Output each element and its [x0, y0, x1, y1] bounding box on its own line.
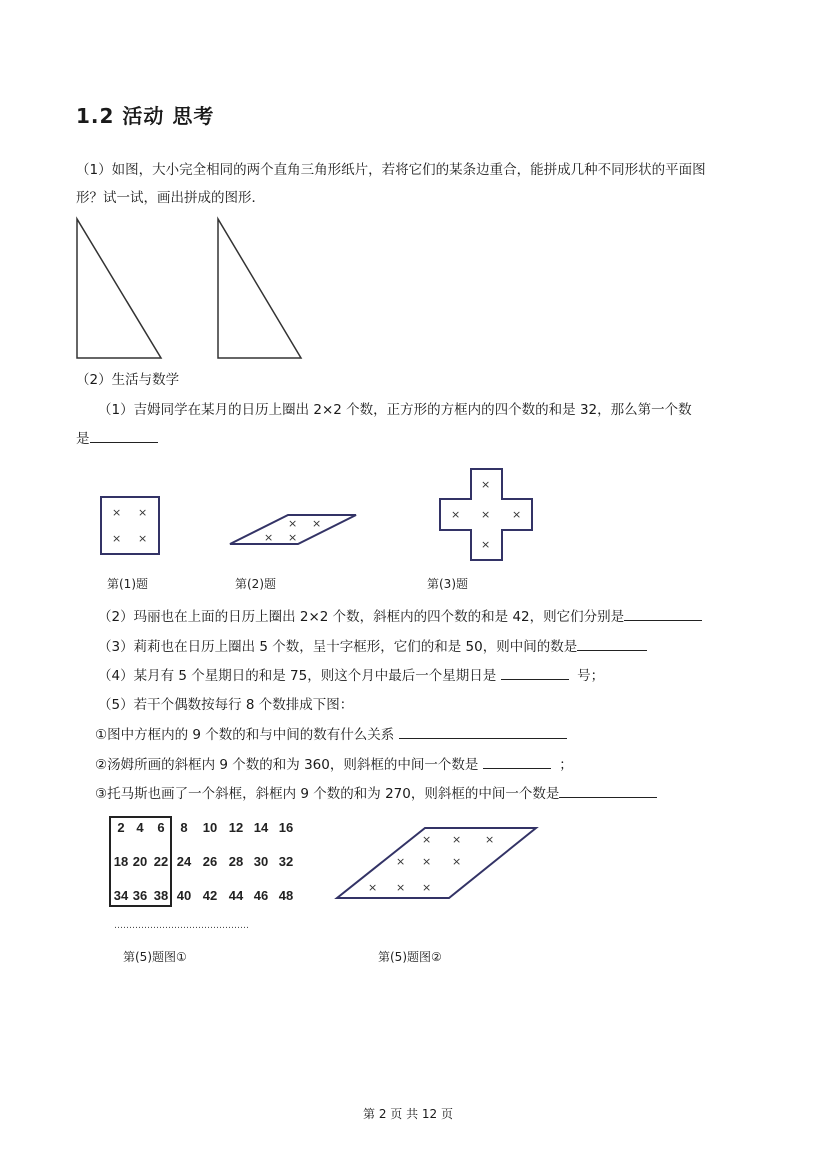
q2-sub1-line1: （1）吉姆同学在某月的日历上圈出 2×2 个数，正方形的方框内的四个数的和是 32，那么第一个数 — [98, 402, 692, 418]
grid-number: 20 — [132, 854, 148, 869]
q1-text-line1: （1）如图，大小完全相同的两个直角三角形纸片，若将它们的某条边重合，能拼成几种不同形状的平面图 — [76, 162, 706, 178]
grid-number: 42 — [202, 888, 218, 903]
grid-number: 12 — [228, 820, 244, 835]
square-mark-1: × — [112, 506, 122, 519]
q2-sub5-ii-suffix: ； — [559, 757, 573, 773]
large-slant-frame — [337, 828, 536, 898]
slant-mark-1: × — [288, 517, 298, 530]
grid-number: 32 — [278, 854, 294, 869]
caption-fig2: 第(2)题 — [235, 577, 276, 591]
grid-number: 46 — [253, 888, 269, 903]
q2-sub4-text: （4）某月有 5 个星期日的和是 75，则这个月中最后一个星期日是 — [98, 668, 497, 684]
grid-number: 30 — [253, 854, 269, 869]
big-mark-3: × — [485, 833, 495, 846]
q2-sub2-text: （2）玛丽也在上面的日历上圈出 2×2 个数，斜框内的四个数的和是 42，则它们分别是 — [98, 609, 625, 625]
q2-sub5: （5）若干个偶数按每行 8 个数排成下图： — [98, 697, 354, 713]
page-title: 1.2 活动 思考 — [76, 104, 215, 128]
grid-dots: ……………………………………… — [114, 921, 249, 931]
grid-number: 8 — [180, 820, 188, 835]
grid-number: 10 — [202, 820, 218, 835]
grid-number: 24 — [176, 854, 192, 869]
big-mark-7: × — [368, 881, 378, 894]
square-mark-3: × — [112, 532, 122, 545]
square-mark-4: × — [138, 532, 148, 545]
big-mark-1: × — [422, 833, 432, 846]
grid-number: 44 — [228, 888, 244, 903]
caption-fig5-1: 第(5)题图① — [123, 950, 187, 964]
big-mark-8: × — [396, 881, 406, 894]
slant-mark-2: × — [312, 517, 322, 530]
q2-sub1-prefix: 是 — [76, 431, 90, 447]
grid-number: 2 — [117, 820, 125, 835]
big-mark-5: × — [422, 855, 432, 868]
grid-number: 14 — [253, 820, 269, 835]
big-mark-9: × — [422, 881, 432, 894]
q2-sub4-suffix: 号； — [577, 668, 605, 684]
q2-sub5-iii-text: ③托马斯也画了一个斜框，斜框内 9 个数的和为 270，则斜框的中间一个数是 — [95, 786, 560, 802]
square-mark-2: × — [138, 506, 148, 519]
caption-fig5-2: 第(5)题图② — [378, 950, 442, 964]
q1-text-line2: 形？试一试，画出拼成的图形． — [76, 190, 265, 206]
grid-number: 38 — [153, 888, 169, 903]
grid-number: 18 — [113, 854, 129, 869]
grid-number: 28 — [228, 854, 244, 869]
q2-sub5-i-text: ①图中方框内的 9 个数的和与中间的数有什么关系 — [95, 727, 395, 743]
big-mark-4: × — [396, 855, 406, 868]
q2-heading: （2）生活与数学 — [76, 372, 180, 388]
grid-number: 40 — [176, 888, 192, 903]
cross-mark-center: × — [481, 508, 491, 521]
q2-sub5-ii-text: ②汤姆所画的斜框内 9 个数的和为 360，则斜框的中间一个数是 — [95, 757, 479, 773]
grid-number: 34 — [113, 888, 129, 903]
grid-number: 16 — [278, 820, 294, 835]
cross-mark-right: × — [512, 508, 522, 521]
page-footer: 第 2 页 共 12 页 — [363, 1107, 453, 1121]
big-mark-2: × — [452, 833, 462, 846]
caption-fig1: 第(1)题 — [107, 577, 148, 591]
caption-fig3: 第(3)题 — [427, 577, 468, 591]
cross-mark-left: × — [451, 508, 461, 521]
grid-number: 26 — [202, 854, 218, 869]
grid-number: 36 — [132, 888, 148, 903]
slant-mark-3: × — [264, 531, 274, 544]
q2-sub3-text: （3）莉莉也在日历上圈出 5 个数，呈十字框形，它们的和是 50，则中间的数是 — [98, 639, 578, 655]
big-mark-6: × — [452, 855, 462, 868]
slant-mark-4: × — [288, 531, 298, 544]
cross-mark-bottom: × — [481, 538, 491, 551]
grid-number: 4 — [136, 820, 144, 835]
cross-mark-top: × — [481, 478, 491, 491]
grid-number: 6 — [157, 820, 165, 835]
grid-number: 22 — [153, 854, 169, 869]
grid-number: 48 — [278, 888, 294, 903]
